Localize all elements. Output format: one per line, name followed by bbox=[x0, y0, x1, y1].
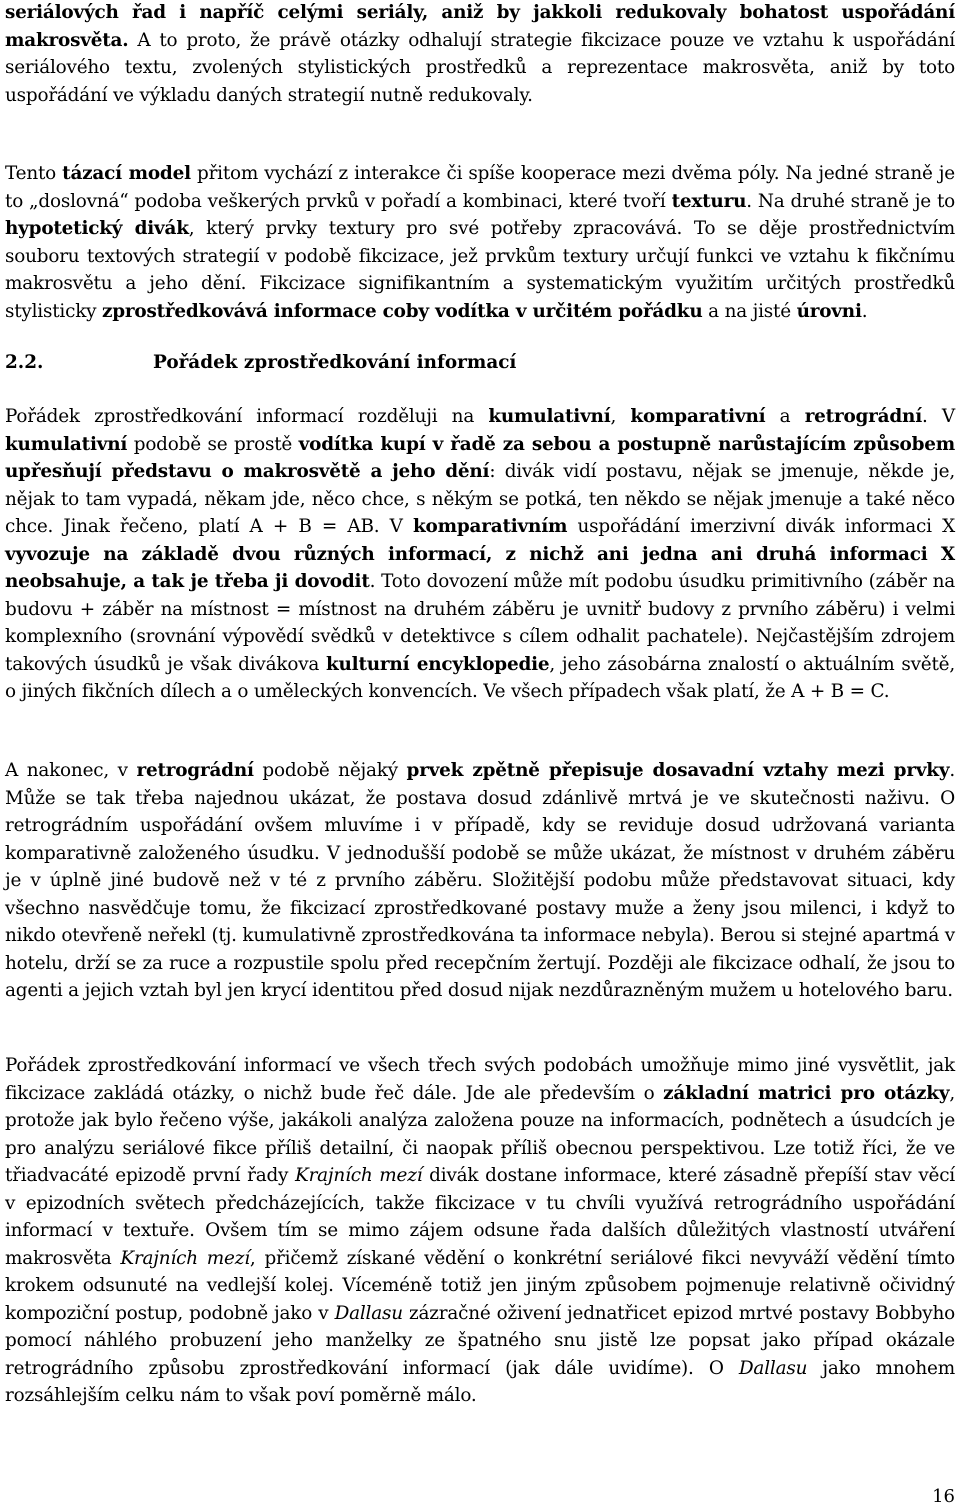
bold-text: vyvozuje na základě dvou různých informací, z nichž ani jedna ani druhá informaci X neobsahuje, a tak je třeba ji dovodit bbox=[5, 543, 955, 592]
paragraph-summary bbox=[5, 1052, 955, 1410]
text: . Na druhé straně je to bbox=[746, 190, 956, 212]
bold-text: komparativní bbox=[630, 406, 766, 427]
section-heading bbox=[5, 349, 955, 376]
section-number: 2.2. bbox=[5, 352, 44, 373]
bold-text: prvek zpětně přepisuje dosavadní vztahy mezi prvky bbox=[406, 760, 950, 781]
italic-text: Dallasu bbox=[738, 1357, 808, 1379]
text: , přičemž získané vědění o konkrétní seriálové fikci nevyváží vědění tímto krokem odsunuté na vedlejší kolej. Víceméně totiž jen jiným způsobem pojmenuje relativně očividný kompoziční postup, podobně jako v bbox=[5, 1247, 955, 1324]
bold-text: seriálových řad i napříč celými seriály, aniž by jakkoli redukovaly bohatost uspořádání makrosvěta. bbox=[5, 2, 955, 51]
italic-text: Krajních mezí bbox=[120, 1247, 250, 1269]
text: . Může se tak třeba najednou ukázat, že postava dosud zdánlivě mrtvá je ve skutečnosti naživu. O retrográdním uspořádání ovšem mluvíme i v případě, kdy se reviduje dosud udržovaná varianta komparativně založeného úsudku. V jednodušší podobě se může ukázat, že místnost v druhém záběru je v úplně jiné budově než v té z prvního záběru. Složitější podobu může představovat situaci, kdy všechno nasvědčuje tomu, že fikcizací zprostředkované postavy muže a ženy jsou milenci, i když to nikdo otevřeně neřekl (tj. kumulativně zprostředkována ta informace nebyla). Berou si stejné apartmá v hotelu, drží se za ruce a rozpustile spolu před recepčním žertují. Později ale fikcizace odhalí, že jsou to agenti a jejich vztah byl jen krycí identitou před dosud nijak nezdůrazněným mužem u hotelového baru. bbox=[5, 760, 955, 1001]
paragraph-order bbox=[5, 403, 955, 706]
paragraph-retrograde bbox=[5, 757, 955, 1005]
italic-text: Krajních mezí bbox=[295, 1165, 423, 1186]
italic-text: Dallasu bbox=[334, 1302, 403, 1324]
bold-text: základní matrici pro otázky bbox=[663, 1082, 950, 1104]
page-number: 16 bbox=[932, 1486, 955, 1507]
paragraph-intro bbox=[5, 0, 955, 109]
bold-text: texturu bbox=[671, 190, 747, 212]
bold-text: vodítka kupí v řadě za sebou a postupně narůstajícím způsobem upřesňují představu o makrosvětě a jeho dění bbox=[5, 433, 955, 482]
text: . bbox=[861, 300, 868, 322]
text: přitom vychází z interakce či spíše kooperace mezi dvěma póly. Na jedné straně je to „doslovná“ podoba veškerých prvků v pořadí a kombinaci, které tvoří bbox=[5, 163, 955, 212]
text: zázračné oživení jednatřicet epizod mrtvé postavy Bobbyho pomocí náhlého probuzení jeho manželky ze špatného snu jistě lze popsat jako případ okázale retrográdního způsobu zprostředkování informací (jak dále uvidíme). O bbox=[5, 1302, 956, 1379]
bold-text: kumulativní bbox=[488, 406, 611, 427]
text: podobě nějaký bbox=[253, 760, 407, 781]
bold-text: tázací model bbox=[62, 163, 191, 184]
text: , jeho zásobárna znalostí o aktuálním světě, o jiných fikčních dílech a o uměleckých konvencích. Ve všech případech však platí, že A + B = C. bbox=[5, 653, 955, 702]
bold-text: retrográdní bbox=[804, 406, 923, 427]
text: , který prvky textury pro své potřeby zpracovává. To se děje prostřednictvím souboru textových strategií v podobě fikcizace, jež prvkům textury určují funkci ve vztahu k fikčnímu makrosvětu a jeho dění. Fikcizace signifikantním a systematickým využitím určitých prostředků stylisticky bbox=[5, 218, 955, 322]
text: : divák vidí postavu, nějak se jmenuje, někde je, nějak to tam vypadá, někam jde, něco chce, s někým se potká, ten někdo se nějak jmenuje a také něco chce. Jinak řečeno, platí A + B = AB. V bbox=[5, 461, 955, 537]
text: a bbox=[765, 406, 805, 427]
text: A nakonec, v bbox=[5, 760, 137, 781]
bold-text: úrovni bbox=[796, 300, 862, 322]
bold-text: zprostředkovává informace coby vodítka v určitém pořádku bbox=[101, 300, 703, 322]
text: A to proto, že právě otázky odhalují strategie fikcizace pouze ve vztahu k uspořádání seriálového textu, zvolených stylistických prostředků a reprezentace makrosvěta, aniž by toto uspořádání ve výkladu daných strategií nutně redukovaly. bbox=[5, 29, 955, 106]
text: uspořádání imerzivní divák informaci X bbox=[567, 516, 955, 537]
text: jako mnohem rozsáhlejším celku nám to však poví poměrně málo. bbox=[5, 1357, 955, 1406]
bold-text: hypotetický divák bbox=[5, 218, 189, 239]
text: Tento bbox=[5, 163, 63, 184]
bold-text: retrográdní bbox=[136, 760, 254, 781]
bold-text: komparativním bbox=[413, 516, 568, 537]
section-title: Pořádek zprostředkování informací bbox=[153, 352, 517, 373]
text: Pořádek zprostředkování informací rozděluji na bbox=[5, 406, 489, 427]
text: a na jisté bbox=[702, 300, 797, 322]
text: divák dostane informace, které zásadně přepíší stav věcí v epizodních světech předcházejících, takže fikcizace v tu chvíli využívá retrográdního uspořádání informací v textuře. Ovšem tím se mimo zájem odsune řada dalších důležitých vlastností utváření makrosvěta bbox=[5, 1165, 955, 1269]
text: Pořádek zprostředkování informací ve všech třech svých podobách umožňuje mimo jiné vysvětlit, jak fikcizace zakládá otázky, o nichž bude řeč dále. Jde ale především o bbox=[5, 1055, 955, 1104]
paragraph-model bbox=[5, 160, 955, 325]
bold-text: kulturní encyklopedie bbox=[325, 653, 550, 675]
text: . Toto dovození může mít podobu úsudku primitivního (záběr na budovu + záběr na místnost = místnost na druhém záběru je uvnitř budovy z prvního záběru) i velmi komplexního (srovnání výpovědí svědků v detektivce s cílem odhalit pachatele). Nejčastějším zdrojem takových úsudků je však divákova bbox=[5, 571, 956, 675]
text: . V bbox=[922, 406, 955, 427]
text: , protože jak bylo řečeno výše, jakákoli analýza založena pouze na informacích, podnětech a úsudcích je pro analýzu seriálové fikce příliš detailní, či naopak příliš obecnou perspektivou. Lze totiž říci, že ve třiadvacáté epizodě první řady bbox=[5, 1082, 955, 1186]
text: , bbox=[610, 406, 631, 427]
text: podobě se prostě bbox=[127, 433, 299, 455]
bold-text: kumulativní bbox=[5, 433, 128, 455]
